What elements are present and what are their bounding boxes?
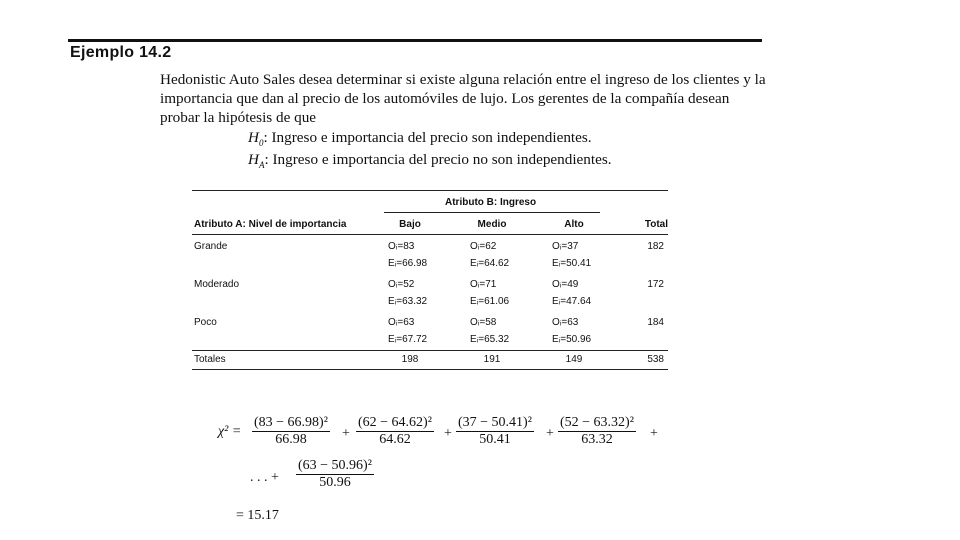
column-header-alto: Alto [564,219,584,230]
plus-operator: + [342,426,350,441]
cell-expected: Eᵢ=50.41 [552,258,592,269]
term-numerator: (62 − 64.62)² [358,415,432,430]
formula-term [356,415,434,448]
cell-observed: Oᵢ=58 [470,317,497,328]
row-label-grande: Grande [194,241,228,252]
cell-expected: Eᵢ=65.32 [470,334,510,345]
term-numerator: (63 − 50.96)² [298,458,372,473]
row-header: Atributo A: Nivel de importancia [194,219,347,230]
group-header: Atributo B: Ingreso [445,197,537,208]
term-numerator: (52 − 63.32)² [560,415,634,430]
term-denominator: 64.62 [379,432,411,447]
term-denominator: 50.96 [319,475,351,490]
ha-subscript: A [258,160,265,171]
formula-last-term [296,458,374,491]
cell-expected: Eᵢ=50.96 [552,334,592,345]
cell-row-total: 182 [647,241,664,252]
null-hypothesis [248,129,592,148]
formula-term [558,415,636,448]
total-alto: 149 [565,354,583,365]
formula-term [252,415,330,448]
cell-observed: Oᵢ=37 [552,241,579,252]
chi-square-result: = 15.17 [236,508,279,523]
formula-term [456,415,534,448]
cell-expected: Eᵢ=64.62 [470,258,510,269]
header-bottom-rule [192,234,668,235]
h0-subscript: 0 [258,138,264,149]
cell-observed: Oᵢ=62 [470,241,497,252]
grand-total: 538 [647,354,664,365]
plus-operator: + [546,426,554,441]
totals-top-rule [192,350,668,351]
term-denominator: 63.32 [581,432,613,447]
column-header-medio: Medio [477,219,507,230]
cell-observed: Oᵢ=63 [388,317,415,328]
cell-expected: Eᵢ=67.72 [388,334,428,345]
cell-observed: Oᵢ=71 [470,279,497,290]
plus-operator: + [650,426,658,441]
column-header-bajo: Bajo [399,219,421,230]
example-title: Ejemplo 14.2 [70,44,172,61]
total-medio: 191 [483,354,501,365]
term-numerator: (37 − 50.41)² [458,415,532,430]
total-bajo: 198 [401,354,419,365]
column-header-total: Total [644,219,668,230]
cell-expected: Eᵢ=47.64 [552,296,592,307]
top-rule [68,39,762,42]
cell-observed: Oᵢ=52 [388,279,415,290]
h0-text: : Ingreso e importancia del precio son independientes. [263,129,592,146]
cell-observed: Oᵢ=63 [552,317,579,328]
row-label-moderado: Moderado [194,279,240,290]
ha-text: : Ingreso e importancia del precio no son independientes. [264,151,612,168]
term-denominator: 66.98 [275,432,307,447]
contingency-table [192,190,668,372]
chi-square-lhs: χ² = [218,424,242,439]
alternative-hypothesis [248,151,612,170]
row-label-poco: Poco [194,317,217,328]
cell-row-total: 184 [647,317,664,328]
plus-operator: + [444,426,452,441]
term-numerator: (83 − 66.98)² [254,415,328,430]
ellipsis-plus: . . . + [250,470,279,485]
intro-paragraph: Hedonistic Auto Sales desea determinar si existe alguna relación entre el ingreso de los clientes y la importancia que dan al precio de los automóviles de lujo. Los gerentes de la compañía desean probar la hipótesis de que [160,71,766,126]
table-bottom-rule [192,369,668,370]
term-denominator: 50.41 [479,432,511,447]
ha-symbol: H [248,151,259,168]
group-header-rule [384,212,600,213]
cell-expected: Eᵢ=66.98 [388,258,428,269]
totals-label: Totales [194,354,226,365]
cell-row-total: 172 [647,279,664,290]
cell-expected: Eᵢ=63.32 [388,296,428,307]
cell-observed: Oᵢ=49 [552,279,579,290]
cell-observed: Oᵢ=83 [388,241,415,252]
table-top-rule [192,190,668,191]
h0-symbol: H [248,129,259,146]
cell-expected: Eᵢ=61.06 [470,296,510,307]
